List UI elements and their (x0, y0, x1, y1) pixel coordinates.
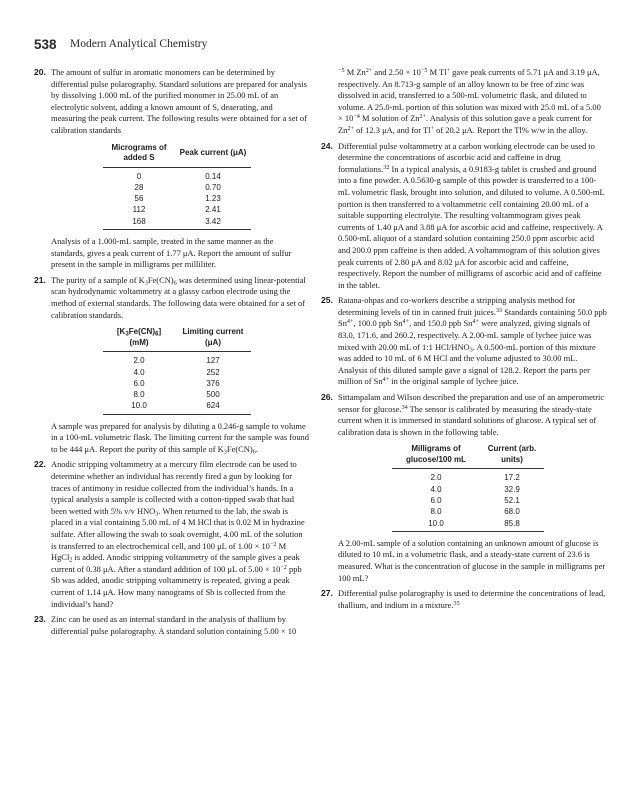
book-title: Modern Analytical Chemistry (70, 38, 208, 50)
problem-text: Zinc can be used as an internal standard in the analysis of thallium by differential pulse polarography. A standard solution containing 5.00 × 10 (51, 614, 297, 636)
problem-23-continued (321, 67, 607, 137)
problem-text: A sample was prepared for analysis by diluting a 0.246-g sample to volume in a 100-mL volumetric flask. The limiting current for the sample was found to be 444 μA. Report the purity of this sample of $K_3Fe(CN)_6$. (51, 420, 309, 456)
problem-text: A 2.00-mL sample of a solution containing an unknown amount of glucose is diluted to 10 mL in a volumetric flask, and a steady-state current of 23.6 is measured. What is the concentration of glucose in the sample in milligrams per 100 mL? (338, 537, 606, 583)
problem-number: 27. (321, 588, 333, 599)
calibration-table-glucose (392, 444, 544, 531)
page-number: 538 (34, 37, 57, 52)
problem-text: Sittampalam and Wilson described the preparation and use of an amperometric sensor for glucose.$^{34}$ The sensor is calibrated by measuring the steady-state current when it is immersed in standard solutions of glucose. A typical set of calibration data is shown in the following table. (338, 392, 605, 437)
problem-text: Ratana-ohpas and co-workers describe a stripping analysis method for determining levels of tin in canned fruit juices.$^{33}$ Standards containing 50.0 ppb $Sn^{4+}$, 100.0 ppb $Sn^{4+}$, and 150.0 ppb $Sn^{4+}$ were analyzed, giving signals of 83.0, 171.6, and 260.2, respectively. A 2.00-mL sample of lychee juice was mixed with 20.00 mL of 1:1 HCl/$HNO_3$. A 0.500-mL portion of this mixture was added to 10 mL of 6 M HCl and the volume adjusted to 30.00 mL. Analysis of this diluted sample gave a signal of 128.2. Report the parts per million of $Sn^{4+}$ in the original sample of lychee juice. (338, 295, 607, 387)
problem-24 (321, 141, 607, 292)
page-header (34, 37, 614, 57)
column-header: $[K_3Fe(CN)_6]$ (mM) (116, 327, 162, 347)
column-header: Limiting current (μA) (182, 327, 244, 347)
right-column (321, 67, 607, 615)
column-header: Micrograms of added S (111, 142, 167, 163)
table-row: 28 0.70 (134, 182, 221, 192)
problem-22 (34, 459, 309, 610)
problem-text: The purity of a sample of $K_3Fe(CN)_6$ was determined using linear-potential scan hydrodynamic voltammetry at a glassy carbon electrode using the method of external standards. The following data were obtained for a set of calibration standards. (51, 274, 306, 320)
problem-21 (34, 275, 309, 456)
problem-text: Differential pulse polarography is used to determine the concentrations of lead, thallium, and indium in a mixture.$^{35}$ (338, 588, 606, 610)
problem-20 (34, 67, 309, 271)
table-row: 10.0 85.8 (392, 518, 544, 532)
problem-23 (34, 614, 309, 637)
column-header: Milligrams of glucose/100 mL (405, 444, 467, 464)
table-row: 6.0 52.1 (430, 496, 520, 505)
problem-25 (321, 295, 607, 388)
table-row: 0 0.14 (136, 171, 221, 181)
problem-number: 24. (321, 140, 333, 151)
problem-number: 25. (321, 295, 333, 306)
problem-number: 26. (321, 392, 333, 403)
table-row: 2.0 17.2 (430, 473, 520, 483)
calibration-table-ferricyanide (103, 327, 251, 414)
problem-number: 21. (34, 274, 46, 285)
table-row: 6.0 376 (133, 378, 220, 388)
table-row: 2.0 127 (133, 356, 220, 366)
problem-text: Differential pulse voltammetry at a carbon working electrode can be used to determine the concentrations of ascorbic acid and caffeine in drug formulations.$^{32}$ In a typical analysis, a 0.9183-g tablet is crushed and ground into a fine powder. A 0.5630-g sample of this powder is transferred to a 100-mL volumetric flask, brought into solution, and diluted to volume. A 0.500-mL portion is then transferred to a voltammetric cell containing 20.00 mL of a suitable supporting electrolyte. The resulting voltammogram gives peak currents of 1.40 μA and 3.88 μA for ascorbic acid and caffeine, respectively. A 0.500-mL aliquot of a standard solution containing 250.0 ppm ascorbic acid and 200.0 ppm caffeine is then added. A voltammogram of this solution gives peak currents of 2.80 μA and 8.02 μA for ascorbic acid and caffeine, respectively. Report the number of milligrams of ascorbic acid and of caffeine in the tablet. (338, 140, 605, 290)
table-row: 8.0 68.0 (430, 507, 520, 517)
table-row: 112 2.41 (132, 205, 221, 215)
problem-27 (321, 588, 607, 611)
table-row: 4.0 252 (133, 367, 220, 377)
problem-text: Analysis of a 1.000-mL sample, treated in the same manner as the standards, gives a peak current of 1.77 μA. Report the amount of sulfur present in the sample in milligrams per milliliter. (51, 236, 292, 270)
problem-26 (321, 392, 607, 584)
column-header: Peak current (μA) (179, 147, 247, 157)
calibration-table-sulfur (103, 143, 251, 230)
problem-number: 23. (34, 614, 46, 625)
table-row: 10.0 624 (103, 400, 251, 414)
problem-text: Anodic stripping voltammetry at a mercury film electrode can be used to determine whether an individual has recently fired a gun by looking for traces of antimony in residue collected from the individual’s hands. In a typical analysis a sample is collected with a cotton-tipped swab that had been wetted with 5% v/v $HNO_3$. When returned to the lab, the swab is placed in a vial containing 5.00 mL of 4 M HCl that is 0.02 M in hydrazine sulfate. After allowing the swab to soak overnight, 4.00 mL of the solution is transferred to an electrochemical cell, and 100 μL of $1.00 \times 10^{-2}$ M HgCl$_2$ is added. Anodic stripping voltammetry of the sample gives a peak current of 0.38 μA. After a standard addition of 100 μL of $5.00 \times 10^{-2}$ ppb Sb was added, anodic stripping voltammetry is repeated, giving a peak current of 1.14 μA. How many nanograms of Sb is collected from the individual’s hand? (51, 459, 305, 609)
column-header: Current (arb. units) (487, 444, 537, 464)
problem-number: 20. (34, 67, 46, 77)
problem-text: The amount of sulfur in aromatic monomers can be determined by differential pulse polarography. Standard solutions are prepared for analysis by dissolving 1.000 mL of the purified monomer in 25.00 mL of an electrolytic solvent, adding a known amount of S, deaerating, and measuring the peak current. The following results were obtained for a set of calibration standards (51, 67, 307, 135)
left-column (34, 67, 309, 641)
table-row: 56 1.23 (134, 194, 221, 204)
problem-text: $^{-5}$ M $Zn^{2+}$ and $2.50 \times 10^{-5}$ M Tl+ gave peak currents of 5.71 μA and 3.19 μA, respectively. An 8.713-g sample of an alloy known to be free of zinc was dissolved in acid, transferred to a 500-mL volumetric flask, and diluted to volume. A 25.0-mL portion of this solution was mixed with 25.0 mL of a $5.00 \times 10^{-4}$ M solution of $Zn^{2+}$. Analysis of this solution gave a peak current for $Zn^{2+}$ of 12.3 μA, and for Tl+ of 20.2 μA. Report the Tl% w/w in the alloy. (338, 67, 601, 135)
table-row: 8.0 500 (133, 390, 220, 400)
table-row: 4.0 32.9 (430, 484, 520, 494)
problem-number: 22. (34, 459, 46, 470)
table-row: 168 3.42 (103, 216, 251, 230)
